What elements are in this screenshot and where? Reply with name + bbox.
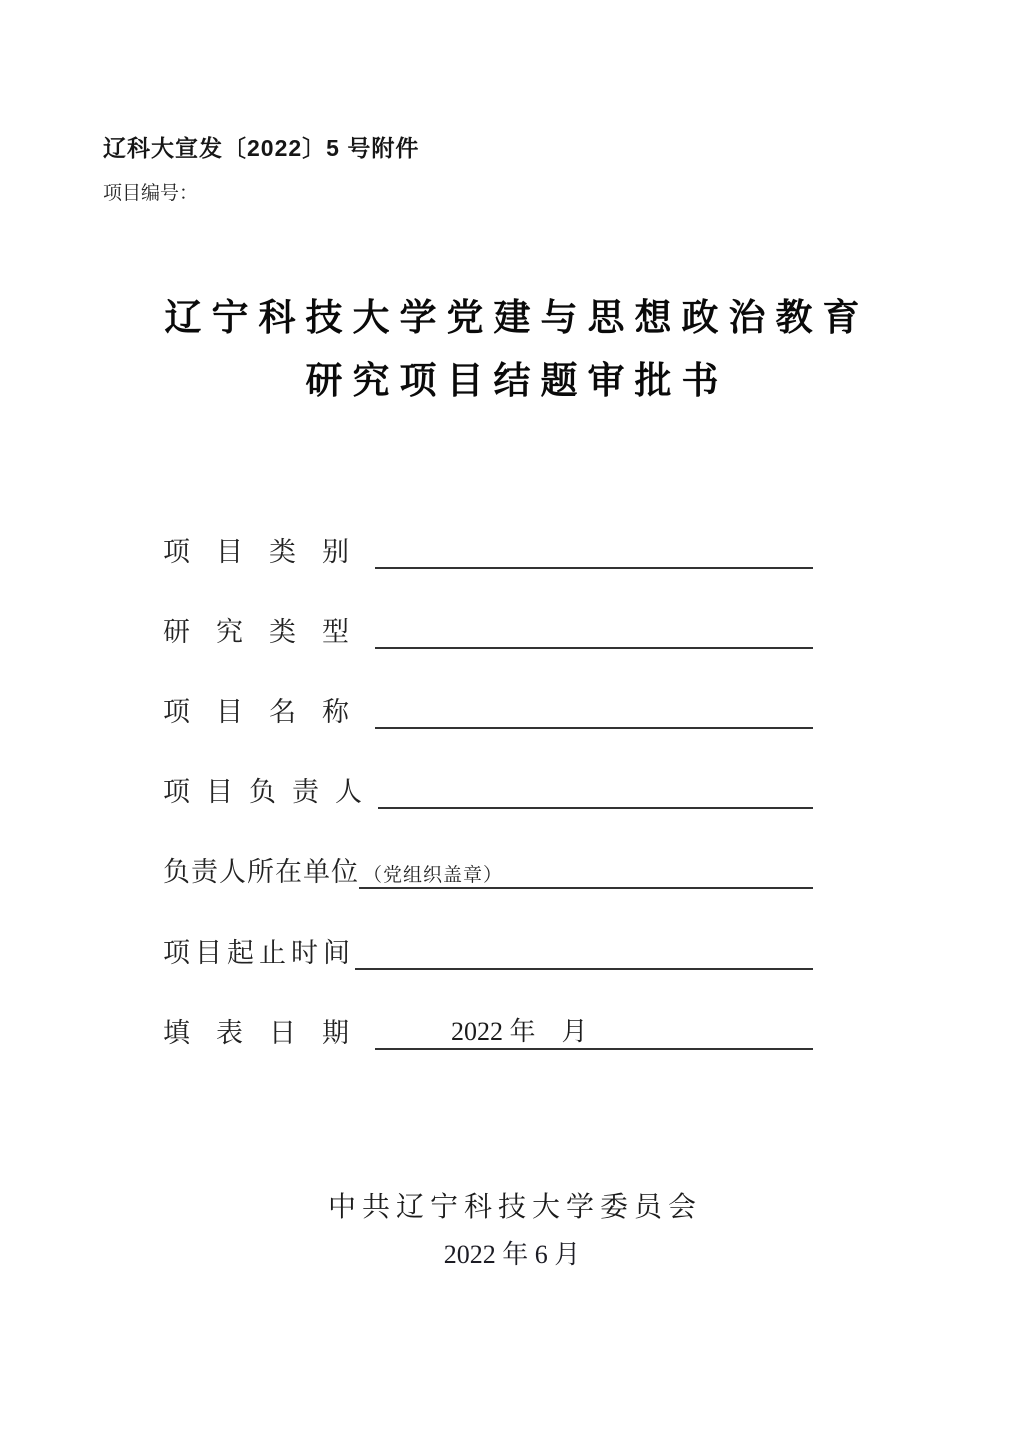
field-value-project-duration bbox=[355, 965, 431, 968]
field-label-leader-unit: 负责人所在单位 bbox=[163, 856, 359, 887]
field-label-project-duration: 项目起止时间 bbox=[163, 937, 355, 968]
field-value-project-name bbox=[375, 724, 451, 727]
doc-number: 辽科大宣发〔2022〕5 号附件 bbox=[103, 135, 420, 161]
field-underline-leader-unit bbox=[359, 847, 813, 889]
document-title-line2: 研究项目结题审批书 bbox=[305, 360, 729, 401]
field-label-project-category: 项目类别 bbox=[163, 536, 375, 567]
field-value-project-category bbox=[375, 564, 451, 567]
field-row-project-leader bbox=[163, 767, 813, 809]
project-number-label: 项目编号： bbox=[103, 183, 199, 204]
party-seal-note: （党组织盖章） bbox=[363, 865, 504, 887]
field-row-research-type bbox=[163, 607, 813, 649]
field-label-fill-date: 填表日期 bbox=[163, 1017, 375, 1048]
field-row-leader-unit bbox=[163, 847, 813, 889]
field-value-project-leader bbox=[378, 804, 454, 807]
field-underline-project-leader bbox=[378, 767, 813, 809]
field-row-project-name bbox=[163, 687, 813, 729]
field-underline-project-name bbox=[375, 687, 813, 729]
document-title bbox=[0, 286, 1024, 412]
field-value-research-type bbox=[375, 644, 451, 647]
field-label-project-name: 项目名称 bbox=[163, 696, 375, 727]
field-underline-project-category bbox=[375, 527, 813, 569]
field-underline-research-type bbox=[375, 607, 813, 649]
issue-date: 2022 年 6 月 bbox=[443, 1240, 581, 1269]
field-row-project-duration bbox=[163, 928, 813, 970]
field-label-project-leader: 项目负责人 bbox=[163, 776, 378, 807]
field-row-fill-date bbox=[163, 1008, 813, 1050]
field-underline-fill-date bbox=[375, 1008, 813, 1050]
field-label-research-type: 研究类型 bbox=[163, 616, 375, 647]
issuing-committee: 中共辽宁科技大学委员会 bbox=[327, 1192, 702, 1223]
field-underline-project-duration bbox=[355, 928, 813, 970]
document-title-line1: 辽宁科技大学党建与思想政治教育 bbox=[164, 297, 870, 338]
field-row-project-category bbox=[163, 527, 813, 569]
field-value-fill-date: 2022 年 月 bbox=[451, 1016, 588, 1046]
